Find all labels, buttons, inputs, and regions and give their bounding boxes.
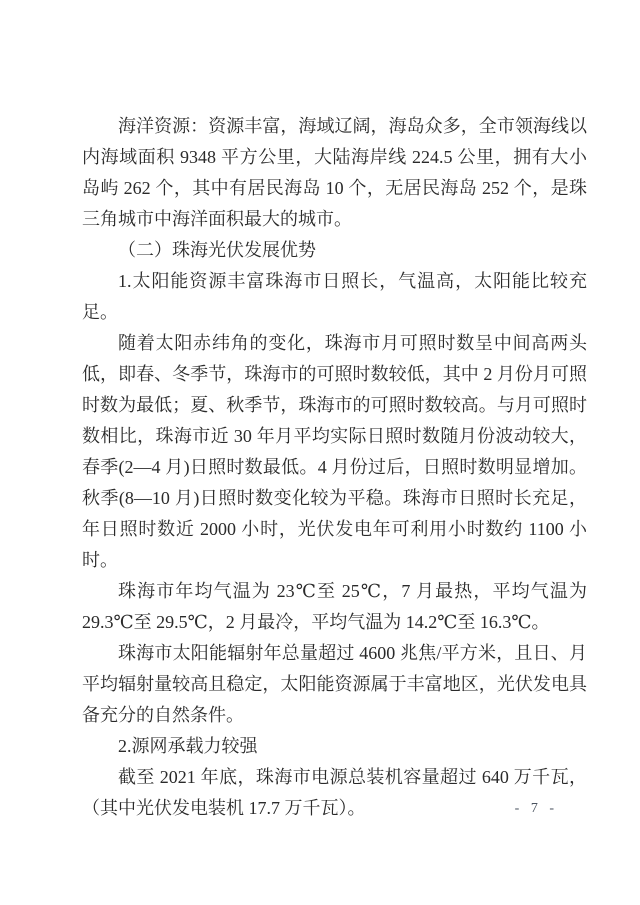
paragraph-installed-capacity: 截至 2021 年底，珠海市电源总装机容量超过 640 万千瓦，（其中光伏发电装机 17.7 万千瓦）。: [82, 767, 587, 818]
document-body: [82, 111, 587, 824]
paragraph-marine-resources: 海洋资源：资源丰富，海域辽阔，海岛众多，全市领海线以内海域面积 9348 平方公里，大陆海岸线 224.5 公里，拥有大小岛屿 262 个，其中有居民海岛 10 个，无居民海岛 252 个，是珠三角城市中海洋面积最大的城市。: [82, 116, 587, 229]
page-number: - 7 -: [514, 801, 558, 816]
heading-item-2-grid-capacity: 2.源网承载力较强: [118, 736, 258, 756]
heading-item-1-solar-resource: 1.太阳能资源丰富珠海市日照长，气温高，太阳能比较充足。: [82, 271, 587, 322]
paragraph-sunshine-hours: 随着太阳赤纬角的变化，珠海市月可照时数呈中间高两头低，即春、冬季节，珠海市的可照时数较低，其中 2 月份月可照时数为最低；夏、秋季节，珠海市的可照时数较高。与月可照时数相比，珠海市近 30 年月平均实际日照时数随月份波动较大，春季(2—4 月)日照时数最低。4 月份过后，日照时数明显增加。秋季(8—10 月)日照时数变化较为平稳。珠海市日照时长充足，年日照时数近 2000 小时，光伏发电年可利用小时数约 1100 小时。: [82, 333, 587, 570]
paragraph-average-temperature: 珠海市年均气温为 23℃至 25℃，7 月最热，平均气温为 29.3℃至 29.5℃，2 月最冷，平均气温为 14.2℃至 16.3℃。: [82, 581, 587, 632]
paragraph-solar-radiation: 珠海市太阳能辐射年总量超过 4600 兆焦/平方米，且日、月平均辐射量较高且稳定，太阳能资源属于丰富地区，光伏发电具备充分的自然条件。: [82, 643, 587, 725]
heading-section-two-pv-advantages: （二）珠海光伏发展优势: [118, 240, 316, 260]
